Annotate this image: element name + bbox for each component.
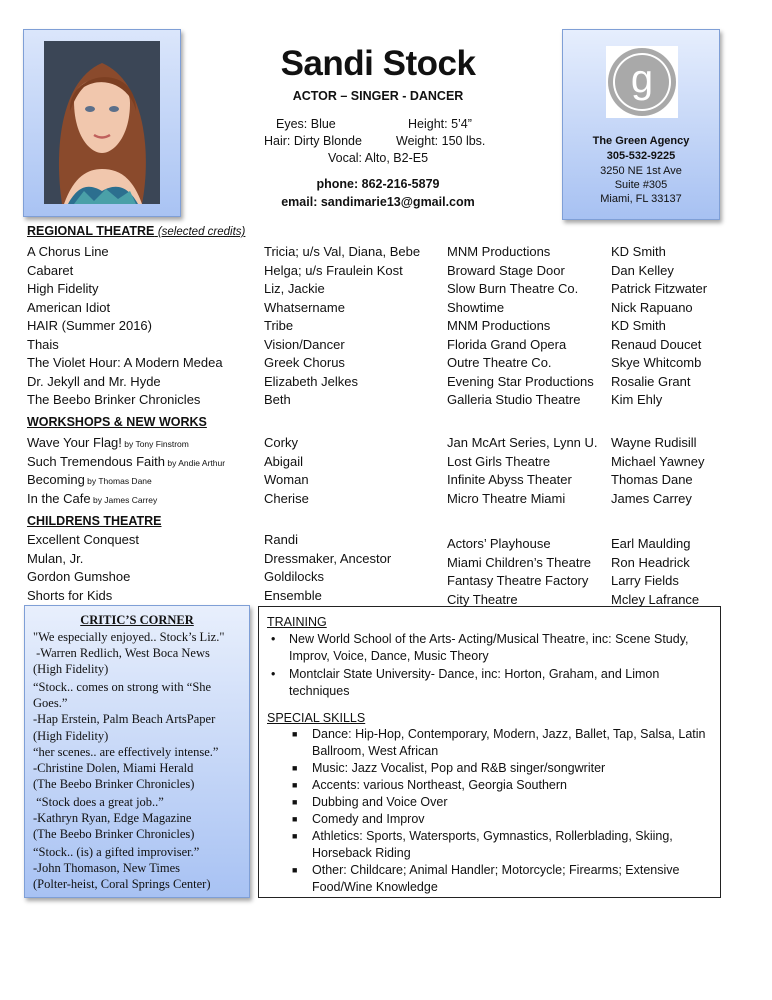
credit-row	[0, 453, 772, 471]
agency-name: The Green Agency	[592, 135, 690, 147]
height-stat: Height: 5’4”	[408, 117, 472, 131]
credit-role: Woman	[264, 472, 309, 487]
skill-item-text: Athletics: Sports, Watersports, Gymnastics, Rollerblading, Skiing, Horseback Riding	[312, 829, 673, 860]
credit-director: Michael Yawney	[611, 453, 705, 469]
credit-show: HAIR (Summer 2016)	[27, 318, 152, 333]
training-item	[271, 666, 709, 700]
credit-show-title: Becoming	[27, 472, 85, 487]
skill-item-text: Accents: various Northeast, Georgia Southern	[312, 778, 567, 792]
credit-role: Vision/Dancer	[264, 336, 345, 352]
credit-role: Goldilocks	[264, 569, 324, 584]
headshot-frame	[23, 29, 181, 217]
credit-director: Larry Fields	[611, 573, 679, 588]
credit-role: Elizabeth Jelkes	[264, 373, 358, 389]
credit-company: Jan McArt Series, Lynn U.	[447, 435, 598, 450]
critic-quote-line: -Warren Redlich, West Boca News	[33, 646, 210, 661]
credit-director: Dan Kelley	[611, 262, 674, 278]
weight-stat: Weight: 150 lbs.	[396, 134, 486, 148]
credit-row	[0, 336, 772, 354]
credit-show	[27, 453, 225, 472]
credit-company: Showtime	[447, 299, 505, 315]
square-bullet-icon: ■	[292, 865, 298, 875]
credit-row	[0, 434, 772, 452]
credit-row	[0, 299, 772, 317]
credit-row	[0, 550, 772, 568]
credit-company: City Theatre	[447, 591, 518, 607]
credit-director: James Carrey	[611, 490, 692, 506]
critic-quote-line: -John Thomason, New Times	[33, 861, 181, 876]
square-bullet-icon: ■	[292, 780, 298, 790]
actor-tagline: ACTOR – SINGER - DANCER	[292, 89, 464, 103]
critics-title: CRITIC’S CORNER	[80, 613, 194, 627]
critic-quote	[33, 679, 245, 744]
credit-company: Broward Stage Door	[447, 262, 565, 278]
bullet-icon: •	[271, 632, 276, 646]
credit-role: Corky	[264, 435, 298, 450]
credit-company: Evening Star Productions	[447, 373, 594, 389]
square-bullet-icon: ■	[292, 729, 298, 739]
credit-director: Skye Whitcomb	[611, 355, 702, 370]
credit-company: Infinite Abyss Theater	[447, 472, 572, 487]
credit-row	[0, 471, 772, 489]
credit-role: Whatsername	[264, 299, 345, 315]
credit-row	[0, 373, 772, 391]
skill-item	[292, 760, 712, 777]
credit-show: Excellent Conquest	[27, 532, 140, 547]
training-heading: TRAINING	[267, 615, 327, 629]
credit-director: KD Smith	[611, 318, 666, 333]
credit-show: Mulan, Jr.	[27, 550, 84, 566]
skill-item	[292, 828, 712, 862]
credit-row	[0, 243, 772, 261]
agency-city: Miami, FL 33137	[600, 193, 682, 205]
critic-quote-line: -Hap Erstein, Palm Beach ArtsPaper	[33, 712, 216, 727]
credit-author: by James Carrey	[90, 494, 158, 505]
credit-director: Ron Headrick	[611, 554, 690, 570]
credit-row	[0, 354, 772, 372]
credit-director: Patrick Fitzwater	[611, 281, 708, 296]
credit-company: MNM Productions	[447, 318, 551, 333]
credit-company: Miami Children’s Theatre	[447, 554, 592, 570]
skill-item-text: Dance: Hip-Hop, Contemporary, Modern, Jazz, Ballet, Tap, Salsa, Latin Ballroom, West African	[312, 727, 706, 758]
credit-role: Cherise	[264, 490, 309, 506]
critic-quote-line: (The Beebo Brinker Chronicles)	[33, 777, 195, 792]
credit-role: Tribe	[264, 318, 294, 333]
credit-company: Lost Girls Theatre	[447, 453, 551, 469]
skill-item	[292, 794, 712, 811]
credit-show	[27, 471, 152, 490]
credit-director: Rosalie Grant	[611, 373, 691, 389]
credit-show: American Idiot	[27, 299, 111, 315]
critic-quote-line: (Polter-heist, Coral Springs Center)	[33, 877, 211, 892]
credit-show: High Fidelity	[27, 281, 99, 296]
credit-role: Beth	[264, 392, 291, 407]
square-bullet-icon: ■	[292, 797, 298, 807]
credit-show-title: In the Cafe	[27, 490, 91, 506]
credit-company: Outre Theatre Co.	[447, 355, 552, 370]
agency-logo-letter: g	[630, 57, 654, 101]
critic-quote-line: “Stock.. (is) a gifted improviser.”	[33, 845, 200, 859]
critic-quote-line: (High Fidelity)	[33, 728, 109, 743]
credit-role: Randi	[264, 532, 298, 547]
regional-title: REGIONAL THEATRE	[27, 224, 155, 238]
skill-item-text: Dubbing and Voice Over	[312, 795, 448, 809]
critic-quote-line: “her scenes.. are effectively intense.”	[33, 745, 219, 759]
credit-author: by Andie Arthur	[165, 457, 226, 468]
eyes-stat: Eyes: Blue	[276, 117, 336, 131]
credit-role: Dressmaker, Ancestor	[264, 550, 392, 566]
credit-author: by Thomas Dane	[84, 476, 152, 486]
credit-director: Mcley Lafrance	[611, 591, 700, 607]
skill-item-text: Comedy and Improv	[312, 812, 425, 826]
critic-quote	[33, 629, 245, 678]
square-bullet-icon: ■	[292, 831, 298, 841]
credit-company: MNM Productions	[447, 244, 551, 259]
regional-subtitle: (selected credits)	[157, 226, 246, 238]
credit-role: Liz, Jackie	[264, 281, 325, 296]
credit-director: Wayne Rudisill	[611, 435, 697, 450]
credit-show: Cabaret	[27, 262, 74, 278]
agency-box	[562, 29, 720, 220]
credit-show-title: Wave Your Flag!	[27, 435, 122, 450]
credit-company: Actors’ Playhouse	[447, 536, 551, 551]
credit-show: Dr. Jekyll and Mr. Hyde	[27, 373, 161, 389]
credit-show: Thais	[27, 336, 59, 352]
credit-show	[27, 490, 157, 509]
training-item	[271, 631, 709, 665]
critic-quote-line: “Stock.. comes on strong with “She	[33, 680, 212, 694]
phone-contact: phone: 862-216-5879	[316, 177, 440, 191]
critics-corner	[24, 605, 250, 898]
credit-row	[0, 531, 772, 549]
credit-show: Shorts for Kids	[27, 587, 113, 603]
credit-role: Tricia; u/s Val, Diana, Bebe	[264, 244, 421, 259]
critic-quote-line: “Stock does a great job..”	[33, 795, 164, 809]
credit-show	[27, 434, 189, 453]
credit-company: Micro Theatre Miami	[447, 490, 566, 506]
training-item-text: New World School of the Arts- Acting/Musical Theatre, inc: Scene Study, Improv, Voice, Dance, Music Theory	[289, 632, 689, 663]
credit-row	[0, 587, 772, 605]
critic-quote	[33, 794, 245, 843]
credit-director: Nick Rapuano	[611, 299, 693, 315]
headshot-photo	[44, 41, 160, 204]
workshops-heading: WORKSHOPS & NEW WORKS	[27, 415, 207, 429]
credit-company: Slow Burn Theatre Co.	[447, 281, 579, 296]
critic-quote-line: -Kathryn Ryan, Edge Magazine	[33, 811, 192, 826]
childrens-heading: CHILDRENS THEATRE	[27, 514, 162, 528]
critic-quote-line: (High Fidelity)	[33, 662, 109, 677]
credit-director: Thomas Dane	[611, 472, 693, 487]
credit-director: KD Smith	[611, 244, 666, 259]
credit-company: Fantasy Theatre Factory	[447, 573, 589, 588]
square-bullet-icon: ■	[292, 814, 298, 824]
agency-address-line1: 3250 NE 1st Ave	[600, 165, 682, 177]
skill-item	[292, 811, 712, 828]
critic-quote-line: -Christine Dolen, Miami Herald	[33, 761, 194, 776]
training-skills-box	[258, 606, 721, 898]
credit-author: by Tony Finstrom	[121, 439, 189, 449]
credit-director: Renaud Doucet	[611, 336, 702, 352]
critic-quote	[33, 844, 245, 893]
square-bullet-icon: ■	[292, 763, 298, 773]
credit-show: The Beebo Brinker Chronicles	[27, 392, 201, 407]
agency-phone: 305-532-9225	[606, 150, 676, 162]
actor-name: Sandi Stock	[280, 44, 476, 83]
credit-row	[0, 280, 772, 298]
skill-item	[292, 777, 712, 794]
critic-quote-line: Goes.”	[33, 696, 68, 711]
training-item-text: Montclair State University- Dance, inc: Horton, Graham, and Limon techniques	[289, 667, 660, 698]
critic-quote	[33, 744, 245, 793]
bullet-icon: •	[271, 667, 276, 681]
credit-role: Greek Chorus	[264, 355, 345, 370]
skills-heading: SPECIAL SKILLS	[267, 711, 366, 725]
skill-item-text: Other: Childcare; Animal Handler; Motorcycle; Firearms; Extensive Food/Wine Knowledge	[312, 863, 680, 894]
hair-stat: Hair: Dirty Blonde	[264, 134, 362, 148]
credit-row	[0, 391, 772, 409]
credit-role: Helga; u/s Fraulein Kost	[264, 262, 403, 278]
vocal-stat: Vocal: Alto, B2-E5	[327, 151, 429, 165]
credit-director: Earl Maulding	[611, 536, 691, 551]
credit-role: Abigail	[264, 453, 304, 469]
credit-company: Galleria Studio Theatre	[447, 392, 581, 407]
agency-logo	[606, 46, 678, 118]
regional-theatre-heading	[27, 224, 245, 238]
credit-role: Ensemble	[264, 587, 322, 603]
credit-director: Kim Ehly	[611, 392, 663, 407]
credit-row	[0, 568, 772, 586]
critic-quote-line: (The Beebo Brinker Chronicles)	[33, 827, 195, 842]
credit-show: Gordon Gumshoe	[27, 569, 131, 584]
skill-item-text: Music: Jazz Vocalist, Pop and R&B singer/songwriter	[312, 761, 606, 775]
email-contact: email: sandimarie13@gmail.com	[281, 195, 475, 209]
critic-quote-line: "We especially enjoyed.. Stock’s Liz."	[33, 630, 225, 644]
skill-item	[292, 862, 712, 896]
agency-address-line2: Suite #305	[614, 179, 668, 191]
skill-item	[292, 726, 712, 760]
credit-row	[0, 262, 772, 280]
credit-show: A Chorus Line	[27, 244, 109, 259]
credit-show: The Violet Hour: A Modern Medea	[27, 355, 223, 370]
credit-row	[0, 317, 772, 335]
credit-row	[0, 490, 772, 508]
credit-company: Florida Grand Opera	[447, 336, 567, 352]
credit-show-title: Such Tremendous Faith	[27, 453, 166, 469]
